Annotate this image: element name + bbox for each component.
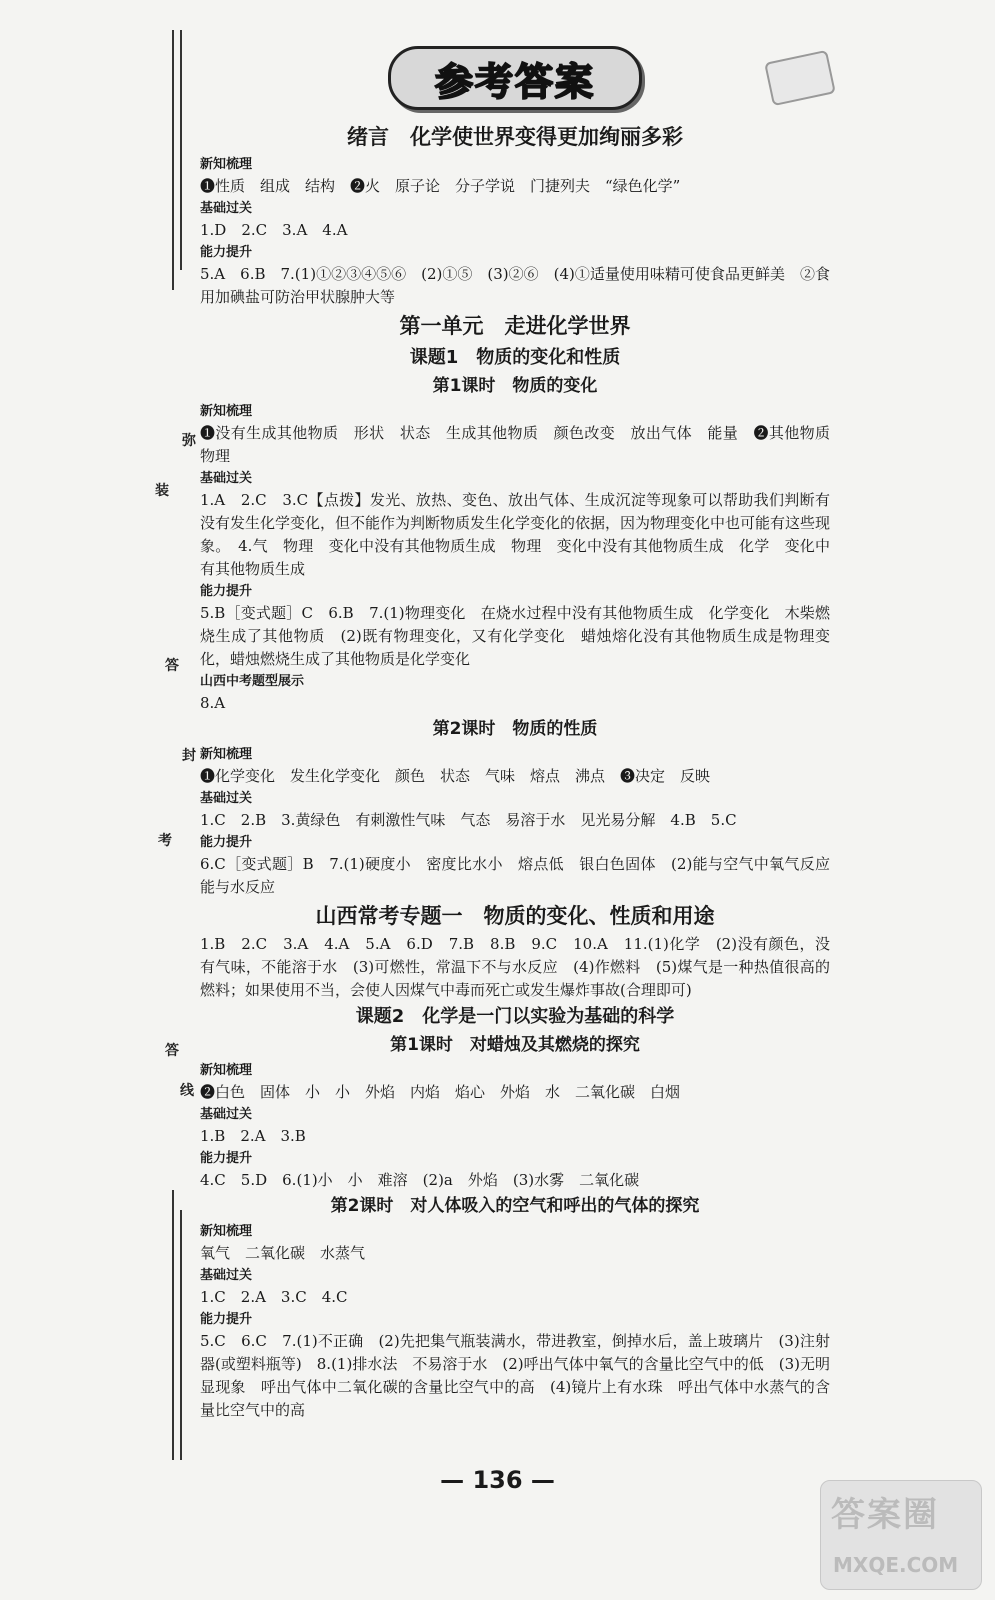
answer-text: 1.B 2.C 3.A 4.A 5.A 6.D 7.B 8.B 9.C 10.A 11.(1)化学 (2)没有颜色，没有气味，不能溶于水 (3)可燃性，常温下不与水反应 (4)作燃料 (5)煤气是一种热值很高的燃料；如果使用不当，会使人因煤气中毒而死亡或发生爆炸事故(合理即可) [200,935,830,999]
margin-char: 考 [158,833,172,849]
lesson-title: 第1课时 物质的变化 [432,376,598,396]
subsection-label: 能力提升 [200,245,253,260]
watermark-url: MXQE.COM [833,1553,959,1577]
subsection-label: 新知梳理 [200,1063,253,1078]
binding-line-bottom [172,1190,174,1460]
answer-text: 5.B［变式题］C 6.B 7.(1)物理变化 在烧水过程中没有其他物质生成 化学变化 木柴燃烧生成了其他物质 (2)既有物理变化，又有化学变化 蜡烛熔化没有其他物质生成是物理变化，蜡烛燃烧生成了其他物质是化学变化 [200,604,830,668]
watermark-logo [820,1480,982,1590]
subsection-label: 能力提升 [200,584,253,599]
answer-content [200,120,846,1422]
lesson-title: 第1课时 对蜡烛及其燃烧的探究 [390,1035,640,1055]
answer-text: 1.A 2.C 3.C【点拨】发光、放热、变色、放出气体、生成沉淀等现象可以帮助我们判断有没有发生化学变化，但不能作为判断物质发生化学变化的依据，因为物理变化中也可能有这些现象。 4.气 物理 变化中没有其他物质生成 物理 变化中没有其他物质生成 化学 变化中有其他物质生成 [200,491,831,578]
subsection-label: 新知梳理 [200,1224,253,1239]
binding-line-top [172,30,174,290]
topic-title: 课题2 化学是一门以实验为基础的科学 [355,1006,675,1027]
subsection-label: 基础过关 [200,1107,253,1122]
answer-text: 1.C 2.B 3.黄绿色 有刺激性气味 气态 易溶于水 见光易分解 4.B 5.C [200,811,737,829]
margin-char: 封 [182,748,196,764]
subsection-label: 新知梳理 [200,157,253,172]
subsection-label: 能力提升 [200,1151,253,1166]
subsection-label: 能力提升 [200,1312,253,1327]
section-title: 山西常考专题一 物质的变化、性质和用途 [315,904,715,928]
answer-text: ❶性质 组成 结构 ❷火 原子论 分子学说 门捷列夫 “绿色化学” [200,177,681,195]
binding-line-top-2 [180,30,182,270]
banner-title: 参考答案 [434,59,595,104]
answer-text: 1.C 2.A 3.C 4.C [200,1288,348,1306]
answer-text: ❶化学变化 发生化学变化 颜色 状态 气味 熔点 沸点 ❸决定 反映 [200,767,711,785]
answer-text: ❶没有生成其他物质 形状 状态 生成其他物质 颜色改变 放出气体 能量 ❷其他物质 物理 [200,424,846,465]
subsection-label: 基础过关 [200,201,253,216]
subsection-label: 能力提升 [200,835,253,850]
binding-line-bottom-2 [180,1210,182,1460]
topic-title: 课题1 物质的变化和性质 [409,347,621,368]
answer-text: 8.A [200,694,226,712]
watermark-logo-text: 答案圈 [831,1495,939,1535]
answer-text: 5.C 6.C 7.(1)不正确 (2)先把集气瓶装满水，带进教室，倒掉水后，盖上玻璃片 (3)注射器(或塑料瓶等) 8.(1)排水法 不易溶于水 (2)呼出气体中氧气的含量比空气中的低 (3)无明显现象 呼出气体中二氧化碳的含量比空气中的高 (4)镜片上有水珠 呼出气体中水蒸气的含量比空气中的高 [200,1332,830,1419]
answer-text: 4.C 5.D 6.(1)小 小 难溶 (2)a 外焰 (3)水雾 二氧化碳 [200,1171,640,1189]
lesson-title: 第2课时 对人体吸入的空气和呼出的气体的探究 [330,1196,700,1216]
subsection-label: 新知梳理 [200,404,253,419]
margin-char: 弥 [182,433,196,449]
subsection-label: 山西中考题型展示 [200,674,305,689]
answer-text: 6.C［变式题］B 7.(1)硬度小 密度比水小 熔点低 银白色固体 (2)能与空气中氧气反应 能与水反应 [200,855,846,896]
subsection-label: 新知梳理 [200,747,253,762]
answer-text: 氧气 二氧化碳 水蒸气 [200,1244,366,1262]
answer-key-banner [388,46,642,110]
section-title: 绪言 化学使世界变得更加绚丽多彩 [347,125,683,149]
page-number: — 136 — [440,1466,555,1494]
margin-char: 答 [165,658,179,674]
answer-text: 1.D 2.C 3.A 4.A [200,221,348,239]
subsection-label: 基础过关 [200,1268,253,1283]
answer-text: 5.A 6.B 7.(1)①②③④⑤⑥ (2)①⑤ (3)②⑥ (4)①适量使用味精可使食品更鲜美 ②食用加碘盐可防治甲状腺肿大等 [200,265,830,306]
subsection-label: 基础过关 [200,471,253,486]
margin-char: 答 [165,1043,179,1059]
lesson-title: 第2课时 物质的性质 [432,719,598,739]
margin-char: 线 [180,1083,194,1099]
stamp-mark [764,50,836,106]
margin-char: 装 [155,483,169,499]
subsection-label: 基础过关 [200,791,253,806]
answer-text: 1.B 2.A 3.B [200,1127,306,1145]
section-title: 第一单元 走进化学世界 [399,314,631,338]
answer-text: ❷白色 固体 小 小 外焰 内焰 焰心 外焰 水 二氧化碳 白烟 [200,1083,681,1101]
